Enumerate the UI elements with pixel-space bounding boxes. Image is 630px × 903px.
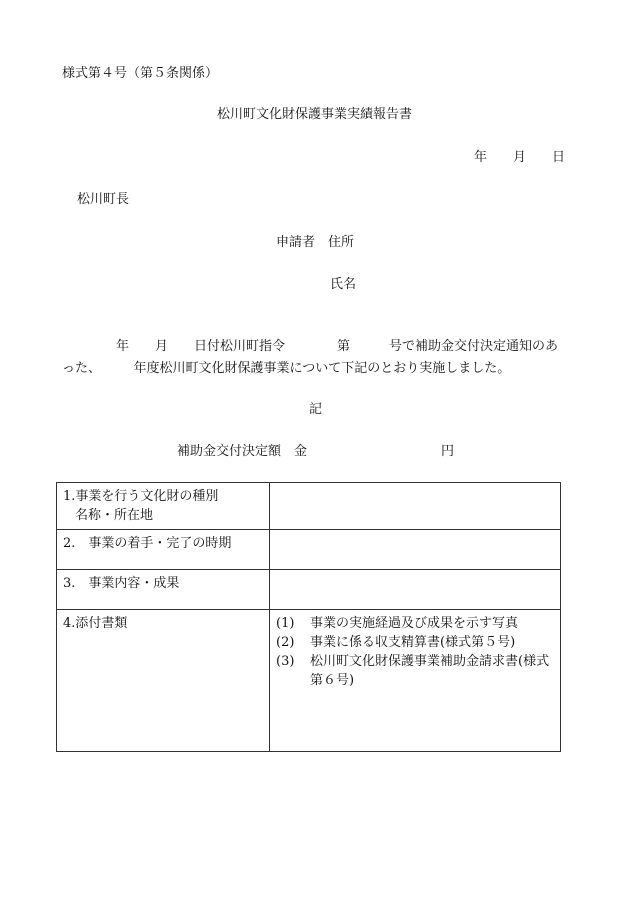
grant-amount-label: 補助金交付決定額 金 (177, 444, 308, 459)
attachment-text: 松川町文化財保護事業補助金請求書(様式第６号) (310, 654, 550, 688)
ki-heading: 記 (309, 402, 323, 417)
row-label-line2: 名称・所在地 (75, 508, 154, 523)
row-label-period: 2. 事業の着手・完了の時期 (57, 530, 270, 570)
row-value-attachments (270, 610, 561, 752)
applicant-address-label: 申請者 住所 (276, 235, 355, 250)
attachment-text: 事業に係る収支精算書(様式第５号) (310, 635, 516, 650)
row-label-line1: 1.事業を行う文化財の種別 (63, 489, 219, 504)
attachment-number: (2) (276, 635, 295, 650)
row-label-attachments: 4.添付書類 (57, 610, 270, 752)
row-value-cultural-property (270, 483, 561, 530)
row-label-cultural-property (57, 483, 270, 530)
row-value-period (270, 530, 561, 570)
row-value-content (270, 570, 561, 610)
attachment-text: 事業の実施経過及び成果を示す写真 (310, 616, 519, 631)
form-number: 様式第４号（第５条関係） (62, 66, 219, 81)
date-line: 年 月 日 (474, 150, 566, 165)
attachment-item (276, 652, 554, 690)
attachment-item (276, 633, 554, 652)
report-table (56, 482, 561, 752)
attachment-item (276, 614, 554, 633)
body-text-line1: 年 月 日付松川町指令 第 号で補助金交付決定通知のあ (116, 339, 559, 354)
attachment-number: (1) (276, 616, 295, 631)
addressee: 松川町長 (77, 192, 130, 207)
grant-unit: 円 (441, 444, 455, 459)
attachment-number: (3) (276, 654, 295, 669)
row-label-content: 3. 事業内容・成果 (57, 570, 270, 610)
applicant-name-label: 氏名 (330, 277, 357, 292)
body-text-line2: った、 年度松川町文化財保護事業について下記のとおり実施しました。 (62, 361, 511, 376)
page-title: 松川町文化財保護事業実績報告書 (217, 107, 413, 122)
